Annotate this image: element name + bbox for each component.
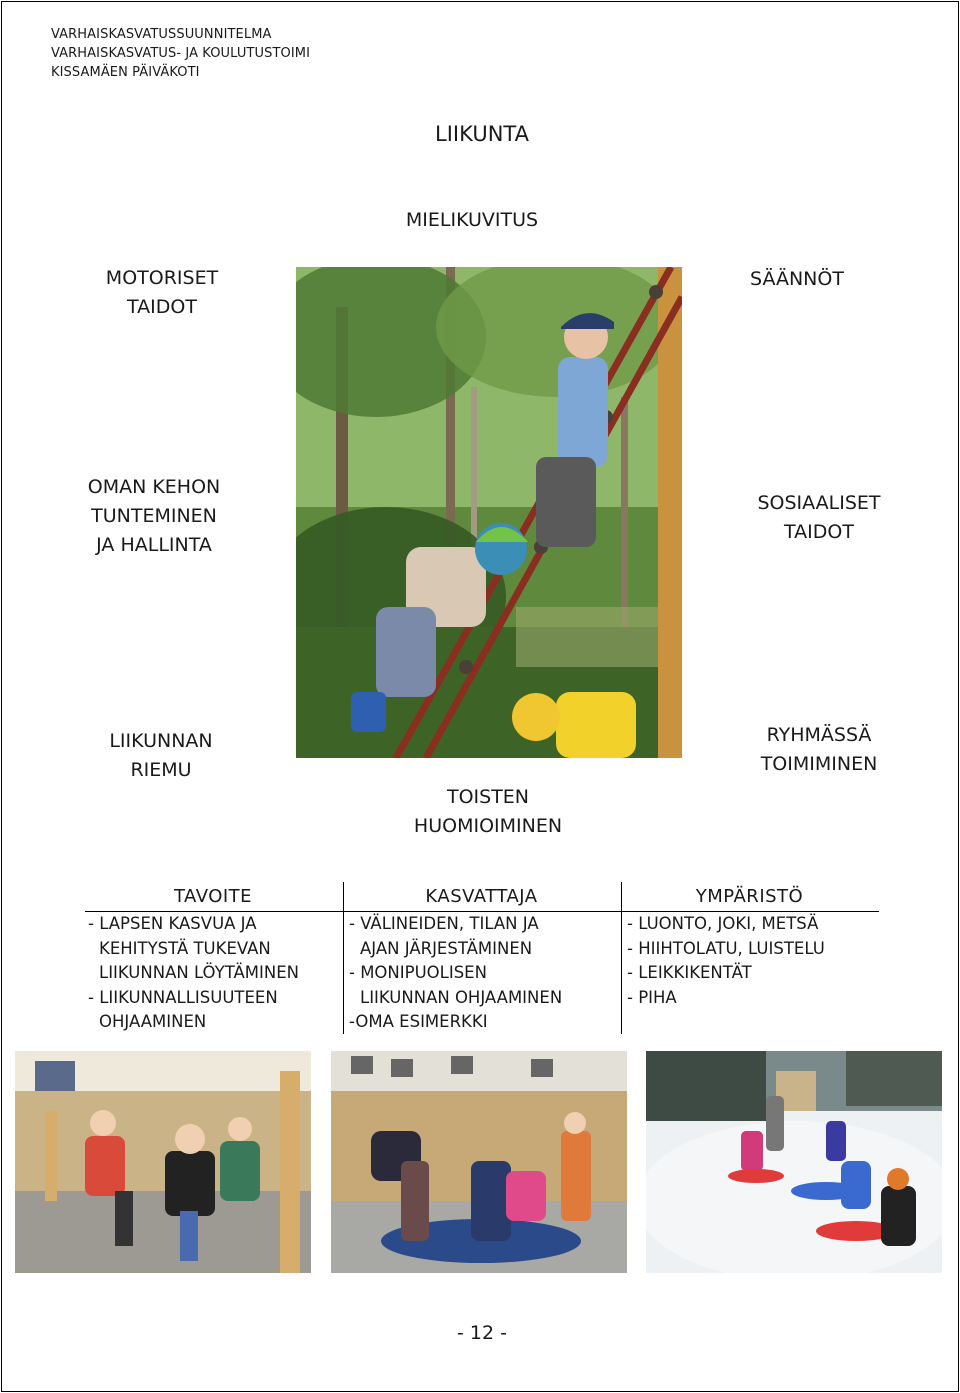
kasvattaja-line: -OMA ESIMERKKI xyxy=(349,1012,488,1031)
concept-oman-line-3: JA HALLINTA xyxy=(96,534,212,556)
column-heading-kasvattaja: KASVATTAJA xyxy=(425,886,538,907)
kasvattaja-line: LIIKUNNAN OHJAAMINEN xyxy=(360,987,563,1007)
header-line-2: VARHAISKASVATUS- JA KOULUTUSTOIMI xyxy=(51,46,311,61)
ymparisto-line: - LUONTO, JOKI, METSÄ xyxy=(627,914,819,933)
concept-ryhma-line-1: RYHMÄSSÄ xyxy=(766,724,872,746)
column-heading-tavoite: TAVOITE xyxy=(173,886,253,907)
concept-toisten-line-2: HUOMIOIMINEN xyxy=(413,815,563,837)
concept-riemu-line-2: RIEMU xyxy=(130,759,192,781)
tavoite-line: LIIKUNNAN LÖYTÄMINEN xyxy=(99,963,300,982)
column-kasvattaja xyxy=(349,882,614,1035)
concept-liikunnan-riemu xyxy=(61,727,261,785)
concept-ryhmassa-toimiminen xyxy=(719,721,919,779)
concept-riemu-line-1: LIIKUNNAN xyxy=(109,730,213,752)
concept-oman-line-1: OMAN KEHON xyxy=(87,476,221,498)
tavoite-line: OHJAAMINEN xyxy=(99,1012,207,1031)
column-tavoite xyxy=(88,882,338,1035)
photo-children-sledding-snow xyxy=(646,1051,942,1273)
concept-motoriset-line-2: TAIDOT xyxy=(127,296,197,318)
header-line-3: KISSAMÄEN PÄIVÄKOTI xyxy=(51,65,200,80)
concept-oman-kehon xyxy=(54,473,254,560)
concept-saannot: SÄÄNNÖT xyxy=(750,268,844,290)
concept-mielikuvitus: MIELIKUVITUS xyxy=(405,209,539,231)
tavoite-line: - LAPSEN KASVUA JA xyxy=(88,914,257,933)
page-title: LIIKUNTA xyxy=(435,122,529,146)
concept-ryhma-line-2: TOIMIMINEN xyxy=(760,753,878,775)
ymparisto-line: - HIIHTOLATU, LUISTELU xyxy=(627,938,825,958)
concept-motoriset-line-1: MOTORISET xyxy=(105,267,219,289)
concept-oman-line-2: TUNTEMINEN xyxy=(91,505,217,527)
concept-sosiaaliset-line-2: TAIDOT xyxy=(784,521,854,543)
kasvattaja-line: - MONIPUOLISEN xyxy=(349,963,487,982)
page-number: - 12 - xyxy=(457,1322,507,1344)
photo-children-stretching-indoors xyxy=(331,1051,627,1273)
concept-sosiaaliset-taidot xyxy=(719,489,919,547)
column-heading-ymparisto: YMPÄRISTÖ xyxy=(695,886,804,907)
tavoite-line: - LIIKUNNALLISUUTEEN xyxy=(88,987,278,1007)
table-column-divider-1 xyxy=(343,882,344,1034)
photo-rope-ladder-climbing xyxy=(296,267,682,758)
kasvattaja-line: - VÄLINEIDEN, TILAN JA xyxy=(349,914,539,933)
column-ymparisto xyxy=(627,882,872,1010)
concept-motoriset-taidot xyxy=(62,264,262,322)
kasvattaja-line: AJAN JÄRJESTÄMINEN xyxy=(360,938,533,958)
header-line-1: VARHAISKASVATUSSUUNNITELMA xyxy=(51,27,272,42)
concept-toisten-line-1: TOISTEN xyxy=(446,786,530,808)
tavoite-line: KEHITYSTÄ TUKEVAN xyxy=(99,938,271,958)
document-page xyxy=(1,1,959,1392)
concept-toisten-huomioiminen xyxy=(388,783,588,841)
table-header-rule xyxy=(85,911,879,912)
ymparisto-line: - PIHA xyxy=(627,987,677,1007)
table-column-divider-2 xyxy=(621,882,622,1034)
photo-children-balancing-indoors xyxy=(15,1051,311,1273)
concept-sosiaaliset-line-1: SOSIAALISET xyxy=(757,492,881,514)
ymparisto-line: - LEIKKIKENTÄT xyxy=(627,963,752,982)
